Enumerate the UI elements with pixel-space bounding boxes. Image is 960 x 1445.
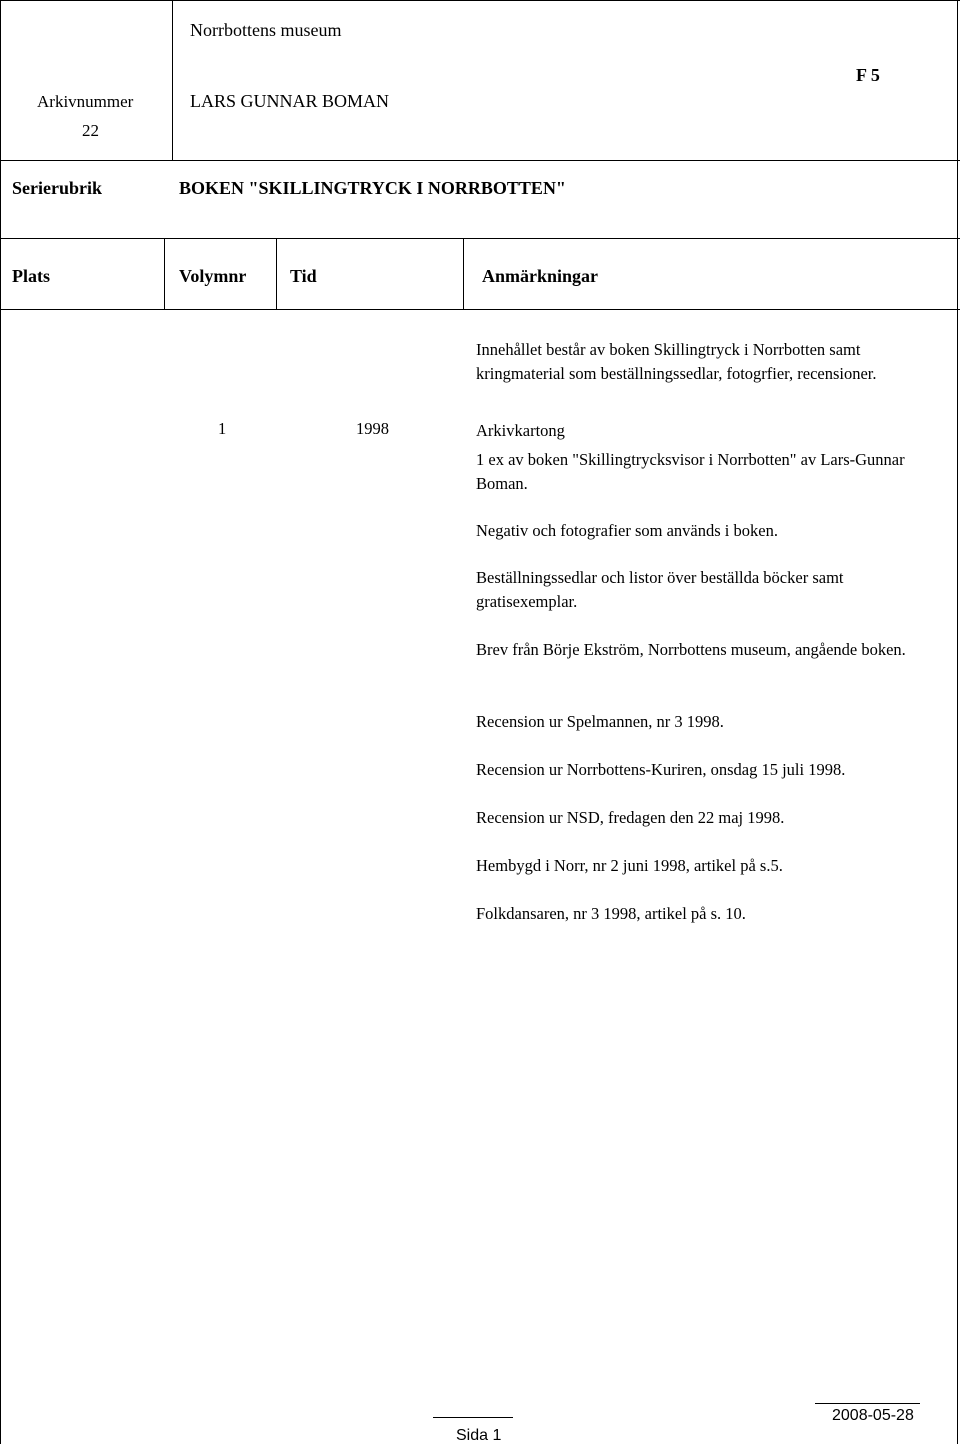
series-label: Serierubrik xyxy=(12,178,102,198)
archive-number: 22 xyxy=(82,121,99,140)
list-item: Recension ur NSD, fredagen den 22 maj 1998. xyxy=(476,808,785,827)
column-header-place: Plats xyxy=(12,266,50,286)
header-bottom-border xyxy=(0,160,960,161)
column-divider-2 xyxy=(276,239,277,309)
archive-code: F 5 xyxy=(856,65,880,85)
list-item: Recension ur Norrbottens-Kuriren, onsdag 15 juli 1998. xyxy=(476,760,846,779)
column-header-time: Tid xyxy=(290,266,317,286)
column-header-volume: Volymnr xyxy=(179,266,247,286)
list-item: Beställningssedlar och listor över beställda böcker samt gratisexemplar. xyxy=(476,568,844,611)
list-item: 1 ex av boken "Skillingtrycksvisor i Norrbotten" av Lars-Gunnar Boman. xyxy=(476,450,905,493)
series-bottom-border xyxy=(0,238,960,239)
column-divider-1 xyxy=(164,239,165,309)
list-item: Negativ och fotografier som används i boken. xyxy=(476,521,778,540)
columns-bottom-border xyxy=(0,309,960,310)
entry-intro: Innehållet består av boken Skillingtryck i Norrbotten samt kringmaterial som beställningssedlar, fotogrfier, recensioner. xyxy=(476,340,877,383)
top-border xyxy=(0,0,960,1)
column-header-notes: Anmärkningar xyxy=(482,266,599,286)
footer-page-rule xyxy=(433,1417,513,1418)
entry-container: Arkivkartong xyxy=(476,421,565,440)
print-date: 2008-05-28 xyxy=(832,1407,914,1424)
list-item: Recension ur Spelmannen, nr 3 1998. xyxy=(476,712,724,731)
header-divider xyxy=(172,0,173,160)
page-number: Sida 1 xyxy=(456,1427,502,1444)
entry-volume: 1 xyxy=(218,419,227,438)
list-item: Folkdansaren, nr 3 1998, artikel på s. 10. xyxy=(476,904,746,923)
archive-name: LARS GUNNAR BOMAN xyxy=(190,91,390,111)
column-divider-3 xyxy=(463,239,464,309)
footer-date-rule xyxy=(815,1403,920,1404)
archive-number-label: Arkivnummer xyxy=(37,92,134,111)
museum-name: Norrbottens museum xyxy=(190,20,342,40)
entry-year: 1998 xyxy=(356,419,389,438)
list-item: Brev från Börje Ekström, Norrbottens museum, angående boken. xyxy=(476,640,906,659)
list-item: Hembygd i Norr, nr 2 juni 1998, artikel på s.5. xyxy=(476,856,783,875)
series-title: BOKEN "SKILLINGTRYCK I NORRBOTTEN" xyxy=(179,178,566,198)
